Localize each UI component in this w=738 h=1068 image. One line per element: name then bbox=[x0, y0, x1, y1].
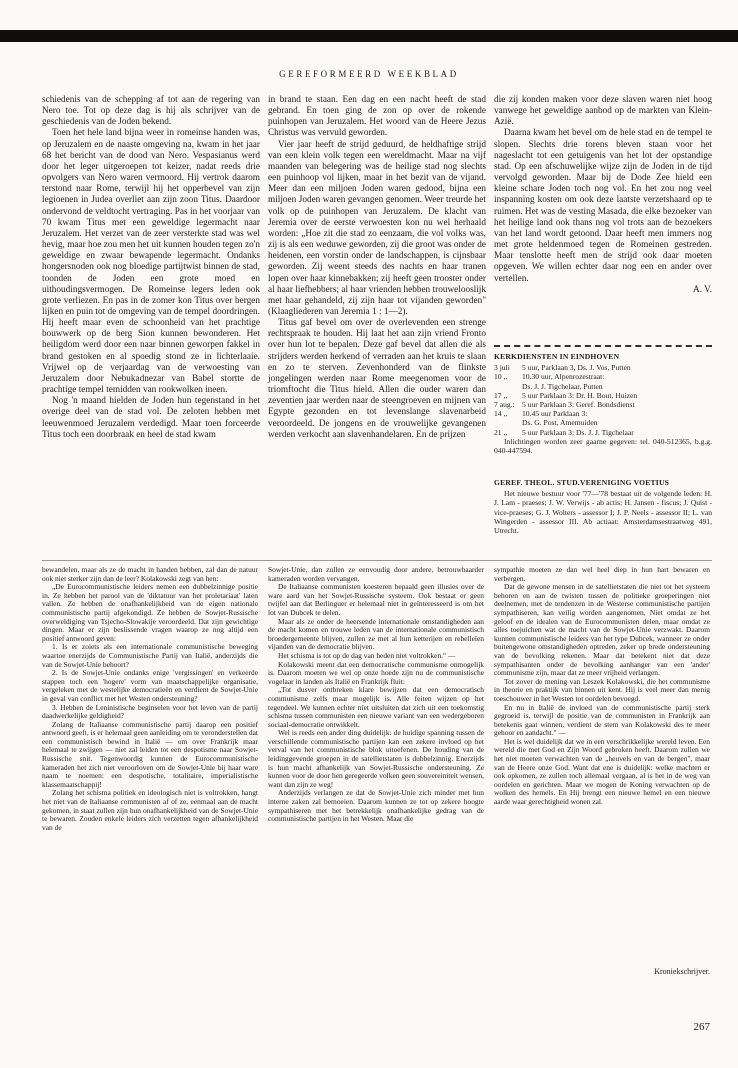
service-row bbox=[494, 418, 712, 427]
lower-col3-paragraph: sympathie moeten ze dan wel heel diep in hun hart bewaren en verbergen. bbox=[494, 565, 710, 583]
service-date: 10 ,, bbox=[494, 372, 508, 382]
horizontal-divider bbox=[42, 560, 712, 561]
lower-col2-paragraph: De Italiaanse communisten koesteren bepaald geen illusies over de ware aard van het Sowjet-Russische systeem. Ook bestaat er geen twijfel aan dat Berlinguer er helemaal niet in geïnteresseerd is om het lot van Dubcek te delen. bbox=[268, 582, 484, 617]
service-text: 5 uur Parklaan 3: Geref. Bondsdienst bbox=[522, 400, 635, 410]
service-date: 14 ,, bbox=[494, 409, 508, 419]
col1-paragraph: schiedenis van de schepping af tot aan de regering van Nero toe. Tot op deze dag is hij als schrijver van de geschiedenis van de Joden bekend. bbox=[42, 95, 260, 128]
column-3 bbox=[494, 95, 712, 296]
lower-col1-paragraph: 2. Is de Sowjet-Unie ondanks enige 'vergissingen' en verkeerde stappen toch een 'hogere' vorm van maatschappelijke organisatie, vergeleken met de westelijke democratieën en verdient de Sowjet-Unie in geval van conflict met het Westen ondersteuning? bbox=[42, 668, 258, 703]
service-row bbox=[494, 372, 712, 381]
service-text: 5 uur Parklaan 3: Ds. J. J. Tigchelaar bbox=[522, 427, 634, 437]
lower-col2-paragraph: Sowjet-Unie, dan zullen ze eenvoudig door andere, betrouwbaarder kameraden worden vervangen. bbox=[268, 565, 484, 583]
lower-col3-paragraph: Het is wel duidelijk dat we in een verschrikkelijke wereld leven. Een wereld die met God en Zijn Woord gebroken heeft. Daarom zullen we het niet moeten verwachten van de „heuvels en van de bergen", maar van de Heere onze God. Want dat ene is duidelijk: welke machten er ook opkomen, ze zullen toch allemaal vergaan, al is het in de weg van oordelen en gerichten. Maar we mogen de Koning verwachten op de wolken des hemels. En Hij brengt een nieuwe hemel en een nieuwe aarde waar gerechtigheid wonen zal. bbox=[494, 736, 710, 807]
running-header: GEREFORMEERD WEEKBLAD bbox=[279, 69, 459, 79]
lower-col3-paragraph: En nu in Italië de invloed van de communistische partij sterk gegroeid is, terwijl de positie van de communisten in Frankrijk aan betekenis gaat winnen, verdient de stem van Kolakowski des te meer gehoor en aandacht." — bbox=[494, 702, 710, 738]
service-row bbox=[494, 428, 712, 437]
vereniging-title: GEREF. THEOL. STUD.VERENIGING VOETIUS bbox=[494, 478, 670, 487]
author-initials: A. V. bbox=[693, 284, 712, 295]
service-date bbox=[494, 418, 522, 427]
lower-col1-paragraph: bewandelen, maar als ze de macht in handen hebben, zal dan de natuur ook niet sterker zijn dan de leer? Kolakowski zegt van hen: bbox=[42, 565, 258, 583]
lower-col2-paragraph: Anderzijds verlangen ze dat de Sowjet-Unie zich minder met hun interne zaken zal bemoeien. Daarom kunnen ze tot op zekere hoogte sympathiseren met het betrekkelijk onafhankelijke gedrag van de communistische partijen in het Westen. Maar die bbox=[268, 788, 484, 824]
lower-col3-paragraph: Tot zover de mening van Leszek Kolakowski, die het communisme in theorie en praktijk van binnen uit kent. Hij is veel meer dan menig toeschouwer in het Westen tot oordelen bevoegd. bbox=[494, 676, 710, 703]
lower-col1-paragraph: „De Eurocommunistische leiders nemen een dubbelzinnige positie in. Ze hebben het parool van de 'diktatuur van het proletariaat' laten vallen. Ze hebben de onafhankelijkheid van de eigen nationale communistische partij afgekondigd. Ze hebben de Sowjet-Russische overweldiging van Tsjecho-Slowakije veroordeeld. Dat zijn gewichtige dingen. Maar er zijn beslissende vragen waarop ze nog altijd een positief antwoord geven: bbox=[42, 582, 258, 643]
service-text: 5 uur Parklaan 3: Dr. H. Bout, Huizen bbox=[522, 390, 638, 400]
service-text: Ds. J. J. Tigchelaar, Putten bbox=[522, 381, 603, 391]
lower-col1-paragraph: 3. Hebben de Leninistische beginselen voor het leven van de partij daadwerkelijke geldigheid? bbox=[42, 702, 258, 721]
service-row bbox=[494, 409, 712, 418]
top-black-bar bbox=[0, 30, 738, 42]
lower-col2-paragraph: Wel is reeds een ander ding duidelijk: de huidige spanning tussen de verschillende communistische partijen kan een zekere invloed op het verval van het communistische blok uitoefenen. De houding van de leidinggevende groepen in de satellietstaten is dubbelzinnig. Enerzijds is hun macht afhankelijk van Sowjet-Russische ondersteuning. Ze kunnen voor de door hen geregeerde volken geen souvereiniteit wensen, want dan zijn ze weg! bbox=[268, 728, 484, 789]
lower-column-3 bbox=[494, 566, 710, 807]
kerkdiensten-title: KERKDIENSTEN IN EINDHOVEN bbox=[494, 352, 620, 361]
article-signature bbox=[494, 285, 712, 296]
service-text: 10.30 uur, Alpenrozestraat: bbox=[522, 372, 605, 382]
service-text: 5 uur, Parklaan 3, Ds. J. Vos, Putten bbox=[522, 363, 631, 373]
service-date: 21 ,, bbox=[494, 427, 508, 437]
col3-paragraph: Daarna kwam het bevel om de hele stad en de tempel te slopen. Slechts drie torens bleven staan voor het nageslacht tot een getuigenis van het lot der opstandige stad. Op een afschuwelijke wijze zijn de Joden in de tijd vervolgd geworden. Maar bij de Dode Zee hield een kleine schare Joden toch nog vol. En het zou nog veel inspanning kosten om ook deze laatste verzetshaard op te ruimen. Het was de vesting Masada, die elke bezoeker van het heilige land ook thans nog vol trots aan de bezoekers van het land wordt getoond. Daar heeft men immers nog met grote heldenmoed tegen de Romeinen gestreden. Maar tenslotte heeft men de strijd ook daar moeten opgeven. We willen echter daar nog een en ander over vertellen. bbox=[494, 128, 712, 284]
service-text: Ds. G. Post, Amemuiden bbox=[522, 418, 598, 428]
service-text: 10.45 uur Parklaan 3: bbox=[522, 409, 588, 419]
lower-col2-paragraph: „Tot dusver ontbreken klare bewijzen dat een democratisch communisme zelfs maar mogelijk is. Alle feiten wijzen op het tegendeel. We kunnen echter niet uitsluiten dat zich uit een toekomstig schisma tussen communisten een nieuwe variant van een wedergeboren sociaal-democratie ontwikkelt. bbox=[268, 685, 484, 729]
lower-col3-paragraph: Dat de gewone mensen in de satellietstaten die niet tot het systeem behoren en aan de twisten tussen de politieke groeperingen niet deelnemen, met de tendenzen in de Westerse communistische partijen sympathiseren, kan veilig worden aangenomen, Niet omdat ze het geloof en de idealen van de Eurocommunisten delen, maar omdat ze alles toejuichen wat de macht van de Sowjet-Unie verzwakt. Daarom kunnen communistische leiders van het type Dubcek, wanneer ze onder buitengewone omstandigheden optreden, zeker op brede ondersteuning van de bevolking rekenen. Maar dat betekent niet dat deze sympathisanten onder de bevolking aanhanger van een 'ander' communisme zijn, maar dat ze meer vrijheid verlangen. bbox=[494, 582, 710, 678]
lower-col2-paragraph: Kolakowski meent dat een democratische communisme onmogelijk is. Daarom moeten we wel op onze hoede zijn nu de communistische vogelaar in landen als Italië en Frankrijk fluit: bbox=[268, 659, 484, 686]
lower-column-1 bbox=[42, 566, 258, 832]
service-date: 7 aug.: bbox=[494, 400, 515, 410]
col2-paragraph: Titus gaf bevel om over de overlevenden een strenge rechtspraak te houden. Hij laat het aan zijn vriend Fronto over hun lot te bepalen. Deze gaf bevel dat allen die als strijders werden herkend of verraden aan het kruis te slaan en zo te sterven. Zevenhonderd van de flinkste jongelingen werden naar Rome meegenomen voor de triomftocht die Titus hield. Allen die ouder waren dan zeventien jaar werden naar de steengroeven en mijnen van Egypte gezonden en tot levenslange slavenarbeid veroordeeld. De jongens en de vrouwelijke gevangenen werden verkocht aan slavenhandelaren. En de prijzen bbox=[268, 318, 486, 440]
service-date bbox=[494, 382, 522, 391]
lower-col2-paragraph: Maar als ze onder de heersende internationale omstandigheden aan de macht komen en trouwe leden van de internationale communistisch broedergemeente blijven, zullen ze met al hun ketterijen en rebelleïen vijanden van de democratie blijven. bbox=[268, 616, 484, 652]
vereniging-text: Het nieuwe bestuur voor '77—'78 bestaat uit de volgende leden: H. J. Lam - praeses; J. W. Verwijs - ab actis; H. Jansen - fiscus; J. Quist - vice-praeses; G. J. Wolters - assessor I; J. P. Neels - assessor II; L. van Wingerden - assessor III. Ab actiaat: Amsterdamsestraatweg 491, Utrecht. bbox=[494, 489, 712, 536]
page-number: 267 bbox=[693, 1021, 710, 1033]
column-1 bbox=[42, 95, 260, 441]
kerkdiensten-section bbox=[494, 352, 712, 455]
column-2 bbox=[268, 95, 486, 441]
lower-col2-paragraph: Het schisma is tot op de dag van heden niet voltrokken." — bbox=[278, 650, 456, 660]
col3-paragraph: die zij konden maken voor deze slaven waren niet hoog vanwege het geweldige aanbod op de markten van Klein-Azië. bbox=[494, 95, 712, 128]
kerkdiensten-note: Inlichtingen worden zeer gaarne gegeven: tel. 040-512365, b.g.g. 040-447594. bbox=[494, 436, 712, 456]
kroniek-signature: Kroniekschrijver. bbox=[654, 967, 710, 976]
vereniging-section bbox=[494, 478, 712, 535]
lower-col1-paragraph: 1. Is er zoiets als een internationale communistische beweging waartoe enerzijds de Communistische Partij van Italië, anderzijds die van de Sowjet-Unie behoort? bbox=[42, 642, 258, 669]
service-row bbox=[494, 400, 712, 409]
service-row bbox=[494, 363, 712, 372]
service-date: 17 ,, bbox=[494, 390, 508, 400]
col2-paragraph: Vier jaar heeft de strijd geduurd, de heldhaftige strijd van een klein volk tegen een wereldmacht. Maar na vijf maanden van belegering was de heilige stad nog slechts een puinhoop vol lijken, maar in het bezit van de vijand. Meer dan een miljoen Joden waren gedood, bijna een miljoen Joden waren gevangen genomen. Weer treurde het volk op de puinhopen van Jeruzalem. De klacht van Jeremia over de eerste verwoesten kon nu wel herhaald worden: „Hoe zit die stad zo eenzaam, die vol volks was, zij is als een weduwe geworden, zij die groot was onder de heidenen, een vorstin onder de landschappen, is cijnsbaar geworden. Zij weent steeds des nachts en haar tranen lopen over haar kinnebakken; zij heeft geen trooster onder al haar liefhebbers; al haar vrienden hebben trouweloosliјk met haar gehandeld, zij zijn haar tot vijanden geworden" (Klaagliederen van Jeremia 1 : 1—2). bbox=[268, 139, 486, 317]
lower-column-2 bbox=[268, 566, 484, 824]
service-row bbox=[494, 382, 712, 391]
col1-paragraph: Nog 'n maand hielden de Joden hun tegenstand in het overige deel van de stad vol. De zeloten hebben met leeuwenmoed Jeruzalem verdedigd. Maar toen forceerde Titus toch een doorbraak en heel de stad kwam bbox=[42, 396, 260, 440]
service-row bbox=[494, 391, 712, 400]
service-date: 3 juli bbox=[494, 363, 510, 373]
col1-paragraph: Toen het hele land bijna weer in romeinse handen was, op Jeruzalem en de naaste omgeving na, kwam in het jaar 68 het bericht van de dood van Nero. Vespasianus werd door het leger uitgeroepen tot keizer, nadat reeds drie opvolgers van Nero waren vermoord. Hij vertrok daarom terstond naar Rome, terwijl hij het opperbevel van zijn legioenen in Judea overliet aan zijn zoon Titus. Daardoor ondervond de veldtocht vertraging. Pas in het voorjaar van 70 kwam Titus met een geweldige legermacht naar Jeruzalem. Het verzet van de zeer versterkte stad was wel hevig, maar hoe zou men het uit kunnen houden tegen zo'n geweldige en zwaar bewapende legermacht. Ondanks hongersnoden ook nog bloedige partijtwist binnen de stad, toonden de Joden een grote moed en uithoudingsvermogen. De Romeinse legers leden ook grote verliezen. En pas in de zomer kon Titus over bergen lijken en puin tot de omgeving van de tempel doordringen. Hij heeft maar even de schoonheid van het prachtige bouwwerk op de berg Sion kunnen bewonderen. Het heiligdom werd door een naar binnen geworpen fakkel in brand gestoken en al spoedig stond ze in lichterlaaie. Vrijwel op de verjaardag van de verwoesting van Jeruzalem door Nebukadnezar van Babel stortte de prachtige tempel temidden van rookwolken ineen. bbox=[42, 128, 260, 396]
section-divider bbox=[494, 345, 712, 347]
lower-col1-paragraph: Zolang het schisma politiek en ideologisch niet is voltrokken, hangt het niet van de Italiaanse communisten af of ze, eenmaal aan de macht gekomen, in staat zullen zijn hun onafhankelijkheid van de Sowjet-Unie te bewaren. Zouden enkele leiders zich verzetten tegen afhankelijkheid van de bbox=[42, 788, 258, 832]
lower-col1-paragraph: Zolang de Italiaanse communistische partij daarop een positief antwoord geeft, is er helemaal geen aanleiding om te veronderstellen dat een communistisch bewind in Italië — om over Frankrijk maar helemaal te zwijgen — niet zal leiden tot een despotisme naar Sowjet-Russische snit. Tegenwoordig kunnen de Eurocommunistische kameraden het zich niet veroorloven om de Sowjet-Unie bij haar ware naam te noemen: een despotische, totalitaire, imperialistische klassemaatschappij! bbox=[42, 719, 258, 789]
col2-paragraph: in brand te staan. Een dag en een nacht heeft de stad gebrand. En toen ging de zon op over de rokende puinhopen van Jeruzalem. Het woord van de Heere Jezus Christus was vervuld geworden. bbox=[268, 95, 486, 139]
